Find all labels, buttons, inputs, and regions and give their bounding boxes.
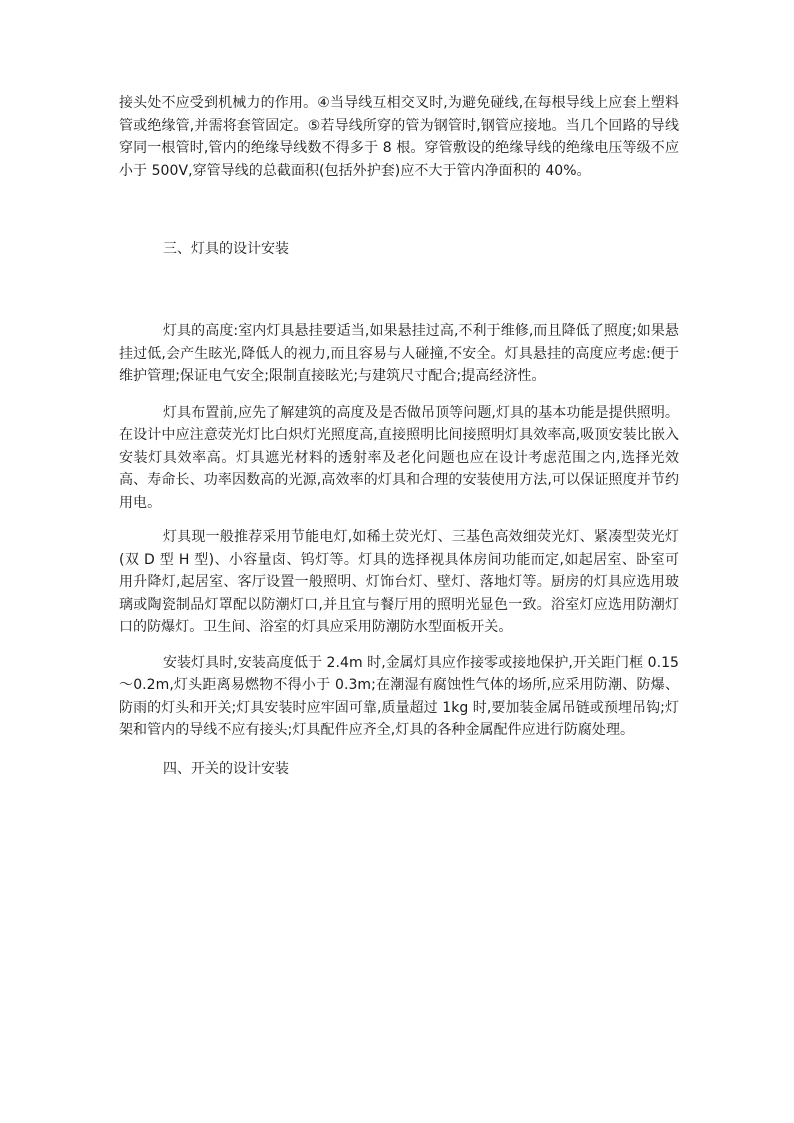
paragraph-continued: 接头处不应受到机械力的作用。④当导线互相交叉时,为避免碰线,在每根导线上应套上塑料管或绝缘管,并需将套管固定。⑤若导线所穿的管为钢管时,钢管应接地。当几个回路的导线穿同一根管时,管内的绝缘导线数不得多于 8 根。穿管敷设的绝缘导线的绝缘电压等级不应小于 500V,穿管导线的总截面积(包括外护套)应不大于管内净面积的 40%。 — [119, 95, 679, 179]
section-heading-lighting: 三、灯具的设计安装 — [163, 241, 289, 257]
paragraph-lamp-installation: 安装灯具时,安装高度低于 2.4m 时,金属灯具应作接零或接地保护,开关距门框 0.15～0.2m,灯头距离易燃物不得小于 0.3m;在潮湿有腐蚀性气体的场所,应采用防潮、防爆、防雨的灯头和开关;灯具安装时应牢固可靠,质量超过 1kg 时,要加装金属吊链或预埋吊钩;灯架和管内的导线不应有接头;灯具配件应齐全,灯具的各种金属配件应进行防腐处理。 — [119, 654, 679, 738]
paragraph-lamp-height: 灯具的高度:室内灯具悬挂要适当,如果悬挂过高,不利于维修,而且降低了照度;如果悬挂过低,会产生眩光,降低人的视力,而且容易与人碰撞,不安全。灯具悬挂的高度应考虑:便于维护管理;保证电气安全;限制直接眩光;与建筑尺寸配合;提高经济性。 — [119, 323, 679, 384]
paragraph-lamp-layout: 灯具布置前,应先了解建筑的高度及是否做吊顶等问题,灯具的基本功能是提供照明。在设计中应注意荧光灯比白炽灯光照度高,直接照明比间接照明灯具效率高,吸顶安装比嵌入安装灯具效率高。灯具遮光材料的透射率及老化问题也应在设计考虑范围之内,选择光效高、寿命长、功率因数高的光源,高效率的灯具和合理的安装使用方法,可以保证照度并节约用电。 — [119, 404, 679, 511]
paragraph-lamp-selection: 灯具现一般推荐采用节能电灯,如稀土荧光灯、三基色高效细荧光灯、紧凑型荧光灯(双 D 型 H 型)、小容量卤、钨灯等。灯具的选择视具体房间功能而定,如起居室、卧室可用升降灯,起居室、客厅设置一般照明、灯饰台灯、壁灯、落地灯等。厨房的灯具应选用玻璃或陶瓷制品灯罩配以防潮灯口,并且宜与餐厅用的照明光显色一致。浴室灯应选用防潮灯口的防爆灯。卫生间、浴室的灯具应采用防潮防水型面板开关。 — [119, 529, 679, 635]
document-page — [119, 92, 679, 780]
section-heading-switches: 四、开关的设计安装 — [163, 760, 289, 777]
